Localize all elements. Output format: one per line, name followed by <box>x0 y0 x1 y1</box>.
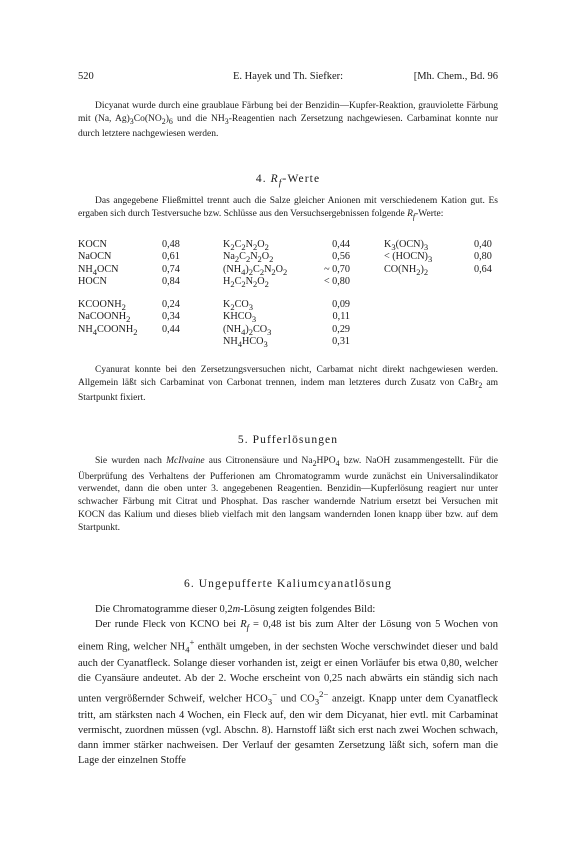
rf-value-cell: 0,40 <box>474 239 492 250</box>
compound-cell: < $(HOCN)_3$ <box>384 251 433 265</box>
compound-cell: $K_2C_2N_2O_2$ <box>223 239 269 253</box>
compound-cell: $K_2CO_3$ <box>223 299 254 313</box>
rf-value-cell: 0,29 <box>332 323 350 335</box>
compound-cell: NaOCN <box>78 251 112 263</box>
section-4-closing-paragraph: Cyanurat konnte bei den Zersetzungsversuchen nicht, Carbamat nicht direkt nachgewiesen werden. Allgemein läßt sich Carbaminat von Carbonat trennen, indem man letzteres durch Zusatz von CaBr$_2$ am Startpunkt fixiert. <box>78 365 498 404</box>
compound-cell: $(NH_4)_2C_2N_2O_2$ <box>223 263 288 277</box>
rf-value-cell: < 0,80 <box>323 275 350 287</box>
compound-cell: $(NH_4)_2CO_3$ <box>223 323 272 337</box>
rf-value-cell: 0,11 <box>332 311 350 323</box>
rf-value-cell: 0,34 <box>162 311 180 323</box>
compound-cell: NaCOONH$_2$ <box>78 311 131 325</box>
rf-value-cell: 0,61 <box>162 251 180 263</box>
section-4-heading: 4. $R_f$-Werte <box>255 173 321 189</box>
compound-cell: KOCN <box>78 239 107 250</box>
compound-cell: $H_2C_2N_2O_2$ <box>223 275 269 289</box>
compound-cell: $NH_4COONH_2$ <box>78 323 138 337</box>
rf-value-cell: 0,80 <box>474 251 492 263</box>
rf-value-cell: 0,44 <box>332 239 350 250</box>
compound-cell: $NH_4HCO_3$ <box>223 335 268 349</box>
compound-cell: $CO(NH_2)_2$ <box>384 263 429 277</box>
rf-value-cell: 0,56 <box>332 251 350 263</box>
rf-value-cell: ~ 0,70 <box>324 263 350 275</box>
section-5-paragraph: Sie wurden nach McIlvaine aus Citronensäure und $Na_2HPO_4$ bzw. NaOH zusammengestellt. Für die Überprüfung des Verhaltens der Pufferionen am Chromatogramm wurde zunächst ein Universalindikator verwendet, dann die oben unter 3. angegebenen Reagentien. Benzidin—Kupferlösung reagiert nur unter schwacher Färbung mit Citrat und Phosphat. Das rascher wandernde Natrium ersetzt bei Versuchen mit KOCN das Kalium und dieses blieb vielfach mit den langsam wandernden Ionen knapp über bzw. auf dem Startpunkt. <box>78 456 499 533</box>
compound-cell: $KHCO_3$ <box>223 311 257 325</box>
rf-value-cell: 0,24 <box>162 299 180 310</box>
compound-cell: $NH_4OCN$ <box>78 263 119 277</box>
rf-value-cell: 0,09 <box>332 299 350 310</box>
rf-value-cell: 0,84 <box>162 275 180 287</box>
section-6-intro: Die Chromatogramme dieser 0,2m-Lösung zeigten folgendes Bild: <box>95 604 376 615</box>
section-5-heading: 5. Pufferlösungen <box>237 434 339 446</box>
intro-paragraph: Dicyanat wurde durch eine graublaue Färbung bei der Benzidin—Kupfer-Reaktion, grauviolette Färbung mit (Na, $Ag)_3Co(NO_2)_6$ und die $NH_3$-Reagentien nach Zersetzung nachgewiesen. Carbaminat konnte nur durch letztere nachgewiesen werden. <box>78 101 498 140</box>
compound-cell: $K_3(OCN)_3$ <box>384 239 429 253</box>
rf-value-cell: 0,44 <box>162 323 180 335</box>
journal-reference: [Mh. Chem., Bd. 96 <box>413 71 498 82</box>
rf-value-cell: 0,48 <box>162 239 180 250</box>
section-6-heading: 6. Ungepufferte Kaliumcyanatlösung <box>183 578 393 590</box>
compound-cell: $KCOONH_2$ <box>78 299 126 313</box>
rf-value-cell: 0,31 <box>332 335 350 347</box>
running-header <box>78 70 498 84</box>
page-number: 520 <box>78 71 94 82</box>
running-title: E. Hayek und Th. Siefker: <box>232 71 344 82</box>
rf-value-cell: 0,74 <box>162 263 180 275</box>
section-4-paragraph: Das angegebene Fließmittel trennt auch die Salze gleicher Anionen mit verschiedenem Kation gut. Es ergaben sich durch Testversuche bzw. Schlüsse aus den Versuchsergebnissen folgende $R_f$-Werte: <box>78 196 498 221</box>
rf-value-cell: 0,64 <box>474 263 492 275</box>
compound-cell: HOCN <box>78 275 107 287</box>
compound-cell: $Na_2C_2N_2O_2$ <box>223 251 274 265</box>
section-6-paragraph: Der runde Fleck von KCNO bei $R_f = 0,48$ ist bis zum Alter der Lösung von 5 Wochen von einem Ring, welcher $NH_4^+$ enthält umgeben, in der sechsten Woche verschwindet dieser und bald auch der Cyanatfleck. Solange dieser vorhanden ist, zeigt er einen Vorläufer bis etwa 0,80, welcher die Cyansäure andeutet. Ab der 2. Woche erscheint von 0,25 nach abwärts ein ständig sich nach unten vergrößernder Schweif, welcher $HCO_3^-$ und $CO_3^{2-}$ anzeigt. Knapp unter dem Cyanatfleck tritt, am stärksten nach 4 Wochen, ein Fleck auf, den wir dem Dicyanat, hier evtl. mit Carbaminat vermischt, zuordnen müssen (vgl. Abschn. 8). Harnstoff läßt sich erst nach zwei Wochen schwach, dann immer stärker nachweisen. Der Verlauf der gesamten Zersetzung läßt sich, sofern man die Lage der einzelnen Stoffe <box>78 619 499 766</box>
